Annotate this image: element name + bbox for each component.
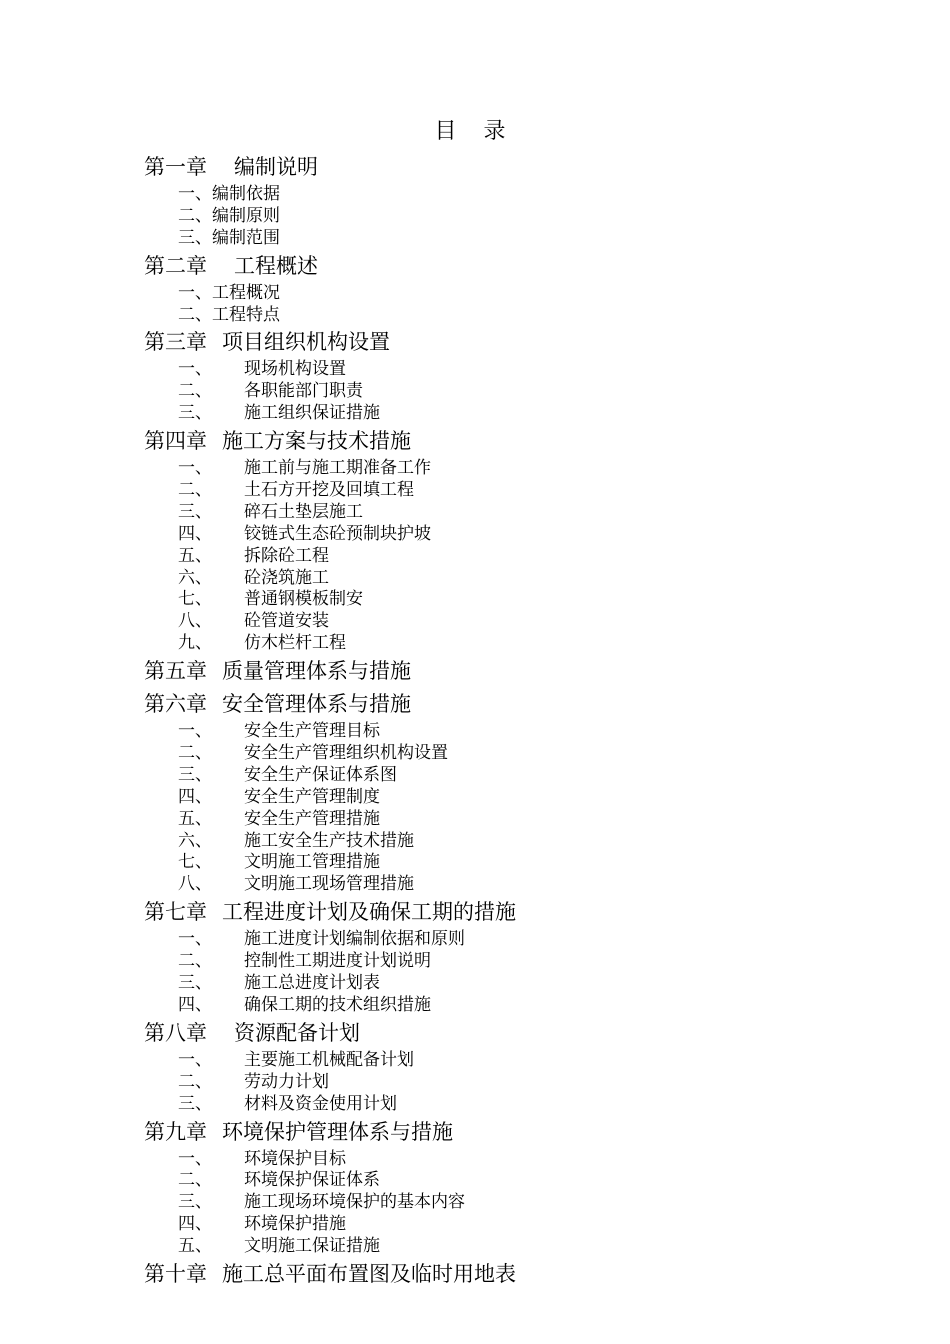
section-number: 二、 [178,480,212,501]
toc-section[interactable] [144,1050,864,1072]
section-title: 编制原则 [212,205,280,226]
section-title: 主要施工机械配备计划 [244,1049,414,1070]
toc-section[interactable] [144,1214,864,1236]
section-title: 工程特点 [212,304,280,325]
section-number: 五、 [178,808,212,829]
section-number: 八、 [178,874,212,895]
section-number: 四、 [178,994,212,1015]
toc-section[interactable] [144,589,864,611]
chapter-number: 第一章 [144,155,207,179]
section-title: 土石方开挖及回填工程 [244,480,414,501]
section-title: 施工现场环境保护的基本内容 [244,1192,465,1213]
section-number: 七、 [178,852,212,873]
section-title: 环境保护保证体系 [244,1170,380,1191]
section-number: 二、 [178,205,212,226]
section-title: 确保工期的技术组织措施 [244,994,431,1015]
section-title: 安全生产管理措施 [244,808,380,829]
section-title: 材料及资金使用计划 [244,1093,397,1114]
section-number: 五、 [178,1236,212,1257]
toc-section[interactable] [144,633,864,655]
toc-section[interactable] [144,480,864,502]
section-number: 八、 [178,611,212,632]
section-number: 一、 [178,458,212,479]
section-number: 一、 [178,929,212,950]
chapter-number: 第五章 [144,659,207,684]
section-title: 文明施工现场管理措施 [244,874,414,895]
section-title: 现场机构设置 [244,359,346,380]
section-number: 六、 [178,567,212,588]
section-number: 一、 [178,1049,212,1070]
chapter-number: 第十章 [144,1261,207,1286]
toc-chapter[interactable] [144,151,864,184]
section-number: 四、 [178,523,212,544]
section-number: 二、 [178,951,212,972]
section-title: 碎石土垫层施工 [244,501,363,522]
toc-chapter[interactable] [144,250,864,283]
chapter-title: 项目组织机构设置 [222,330,390,355]
toc-chapter[interactable] [144,425,864,458]
toc-chapter[interactable] [144,326,864,359]
toc-chapter[interactable] [144,655,864,688]
section-title: 环境保护措施 [244,1214,346,1235]
section-number: 三、 [178,764,212,785]
toc-chapter[interactable] [144,896,864,929]
section-title: 安全生产管理组织机构设置 [244,743,448,764]
table-of-contents [144,151,864,1291]
section-number: 五、 [178,545,212,566]
section-number: 二、 [178,1170,212,1191]
section-number: 一、 [178,721,212,742]
section-number: 三、 [178,1192,212,1213]
toc-section[interactable] [144,809,864,831]
chapter-title: 施工总平面布置图及临时用地表 [222,1261,516,1286]
section-number: 二、 [178,304,212,325]
chapter-number: 第三章 [144,330,207,355]
section-title: 安全生产保证体系图 [244,764,397,785]
section-title: 安全生产管理目标 [244,721,380,742]
section-title: 编制依据 [212,184,280,204]
chapter-number: 第六章 [144,692,207,717]
section-number: 三、 [178,501,212,522]
section-title: 编制范围 [212,227,280,248]
section-title: 铰链式生态砼预制块护坡 [244,523,431,544]
section-number: 七、 [178,589,212,610]
toc-section[interactable] [144,403,864,425]
section-title: 施工总进度计划表 [244,973,380,994]
section-number: 四、 [178,1214,212,1235]
chapter-number: 第七章 [144,900,207,925]
toc-section[interactable] [144,995,864,1017]
section-title: 环境保护目标 [244,1148,346,1169]
section-title: 施工安全生产技术措施 [244,830,414,851]
section-title: 控制性工期进度计划说明 [244,951,431,972]
section-number: 二、 [178,743,212,764]
page-title: 目 录 [434,119,516,144]
toc-section[interactable] [144,546,864,568]
chapter-title: 安全管理体系与措施 [222,692,411,717]
toc-section[interactable] [144,929,864,951]
chapter-title: 环境保护管理体系与措施 [222,1119,453,1144]
section-number: 二、 [178,1071,212,1092]
toc-section[interactable] [144,1149,864,1171]
section-number: 三、 [178,973,212,994]
section-title: 拆除砼工程 [244,545,329,566]
toc-section[interactable] [144,1236,864,1258]
section-number: 三、 [178,227,212,248]
chapter-number: 第二章 [144,253,207,278]
toc-chapter[interactable] [144,1017,864,1050]
toc-section[interactable] [144,184,864,206]
section-number: 一、 [178,184,212,204]
chapter-title: 编制说明 [234,155,318,179]
section-title: 文明施工管理措施 [244,852,380,873]
section-number: 三、 [178,1093,212,1114]
chapter-title: 施工方案与技术措施 [222,429,411,454]
toc-section[interactable] [144,765,864,787]
toc-section[interactable] [144,502,864,524]
section-title: 安全生产管理制度 [244,786,380,807]
toc-section[interactable] [144,852,864,874]
toc-chapter[interactable] [144,688,864,721]
section-title: 工程概况 [212,282,280,303]
section-number: 一、 [178,359,212,380]
section-title: 施工前与施工期准备工作 [244,458,431,479]
chapter-number: 第四章 [144,429,207,454]
toc-section[interactable] [144,787,864,809]
section-title: 仿木栏杆工程 [244,633,346,654]
section-title: 砼浇筑施工 [244,567,329,588]
section-title: 文明施工保证措施 [244,1236,380,1257]
toc-section[interactable] [144,206,864,228]
toc-section[interactable] [144,524,864,546]
section-number: 六、 [178,830,212,851]
toc-section[interactable] [144,721,864,743]
toc-section[interactable] [144,1192,864,1214]
toc-chapter[interactable] [144,1116,864,1149]
chapter-title: 质量管理体系与措施 [222,659,411,684]
toc-section[interactable] [144,458,864,480]
section-number: 一、 [178,282,212,303]
section-number: 一、 [178,1148,212,1169]
toc-section[interactable] [144,1094,864,1116]
section-title: 施工进度计划编制依据和原则 [244,929,465,950]
toc-section[interactable] [144,305,864,327]
section-number: 三、 [178,403,212,424]
section-title: 砼管道安装 [244,611,329,632]
section-number: 九、 [178,633,212,654]
toc-section[interactable] [144,381,864,403]
section-number: 四、 [178,786,212,807]
section-title: 各职能部门职责 [244,381,363,402]
toc-section[interactable] [144,743,864,765]
chapter-title: 工程概述 [234,253,318,278]
chapter-title: 资源配备计划 [234,1020,360,1045]
toc-section[interactable] [144,283,864,305]
toc-section[interactable] [144,951,864,973]
chapter-title: 工程进度计划及确保工期的措施 [222,900,516,925]
toc-section[interactable] [144,228,864,250]
toc-section[interactable] [144,1072,864,1094]
toc-section[interactable] [144,831,864,853]
toc-chapter[interactable] [144,1258,864,1291]
section-number: 二、 [178,381,212,402]
section-title: 劳动力计划 [244,1071,329,1092]
section-title: 普通钢模板制安 [244,589,363,610]
toc-section[interactable] [144,611,864,633]
toc-section[interactable] [144,359,864,381]
toc-section[interactable] [144,973,864,995]
section-title: 施工组织保证措施 [244,403,380,424]
toc-section[interactable] [144,568,864,590]
chapter-number: 第九章 [144,1119,207,1144]
toc-section[interactable] [144,1170,864,1192]
toc-section[interactable] [144,874,864,896]
chapter-number: 第八章 [144,1020,207,1045]
